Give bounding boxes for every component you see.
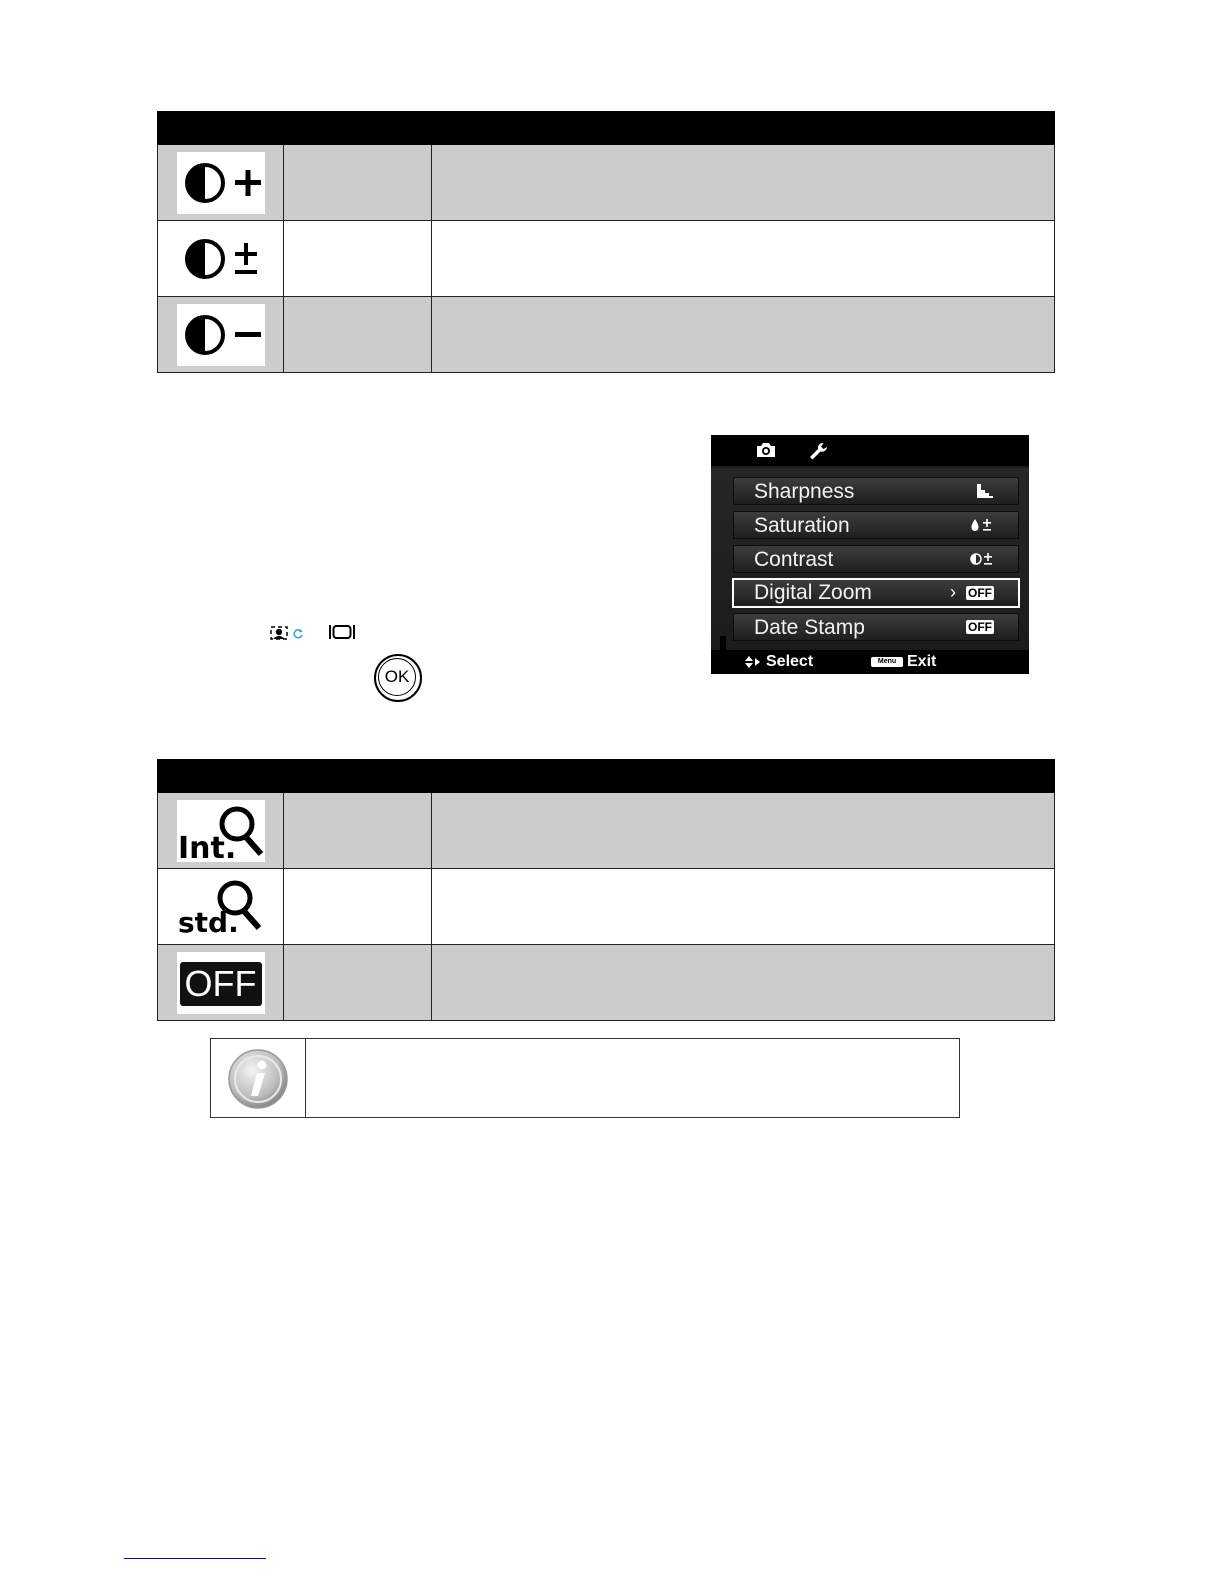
menu-list [711,468,1029,648]
sharpness-icon [976,483,994,499]
contrast-high-icon [177,152,265,214]
frame-icon [328,624,356,640]
table-header [158,112,284,145]
svg-text:std.: std. [177,905,239,938]
table-row [158,945,1055,1021]
zoom-off-icon [177,952,265,1014]
table-row [158,793,1055,869]
table-row [158,297,1055,373]
menu-button-icon: Menu [871,657,903,667]
table-header [158,760,284,793]
table-row [158,869,1055,945]
exit-hint: Exit [907,653,937,670]
menu-item-date-stamp[interactable]: Date Stamp OFF [733,613,1019,641]
info-icon [227,1048,289,1110]
menu-item-sharpness[interactable]: Sharpness [733,477,1019,505]
camera-icon[interactable] [755,441,777,459]
zoom-off-badge: OFF [180,962,262,1006]
camera-menu-screen [711,435,1029,674]
contrast-icon [970,551,994,567]
standard-zoom-icon [177,876,265,938]
ok-button-icon [374,654,422,702]
svg-text:Int.: Int. [177,830,236,862]
contrast-normal-icon [177,228,265,290]
footer-link-underline [124,1558,266,1559]
intelligent-zoom-icon [177,800,265,862]
menu-item-digital-zoom[interactable]: Digital Zoom › OFF [732,578,1020,608]
date-stamp-value: OFF [968,620,992,634]
navigation-arrows-icon [743,655,761,669]
face-tracking-icon [270,625,290,641]
table-row [158,145,1055,221]
select-hint: Select [766,653,814,670]
table-row [158,221,1055,297]
digital-zoom-table [157,759,1055,1021]
contrast-low-icon [177,304,265,366]
ok-label: OK [378,658,416,696]
anti-shake-icon [292,628,304,640]
digital-zoom-value: OFF [968,586,992,600]
menu-item-saturation[interactable]: Saturation [733,511,1019,539]
chevron-right-icon: › [950,582,956,602]
saturation-icon [970,517,994,533]
contrast-table [157,111,1055,373]
note-box [210,1038,960,1118]
wrench-icon[interactable] [808,441,830,461]
menu-item-contrast[interactable]: Contrast [733,545,1019,573]
menu-tab-bar [711,435,1029,466]
menu-footer [711,650,1029,674]
